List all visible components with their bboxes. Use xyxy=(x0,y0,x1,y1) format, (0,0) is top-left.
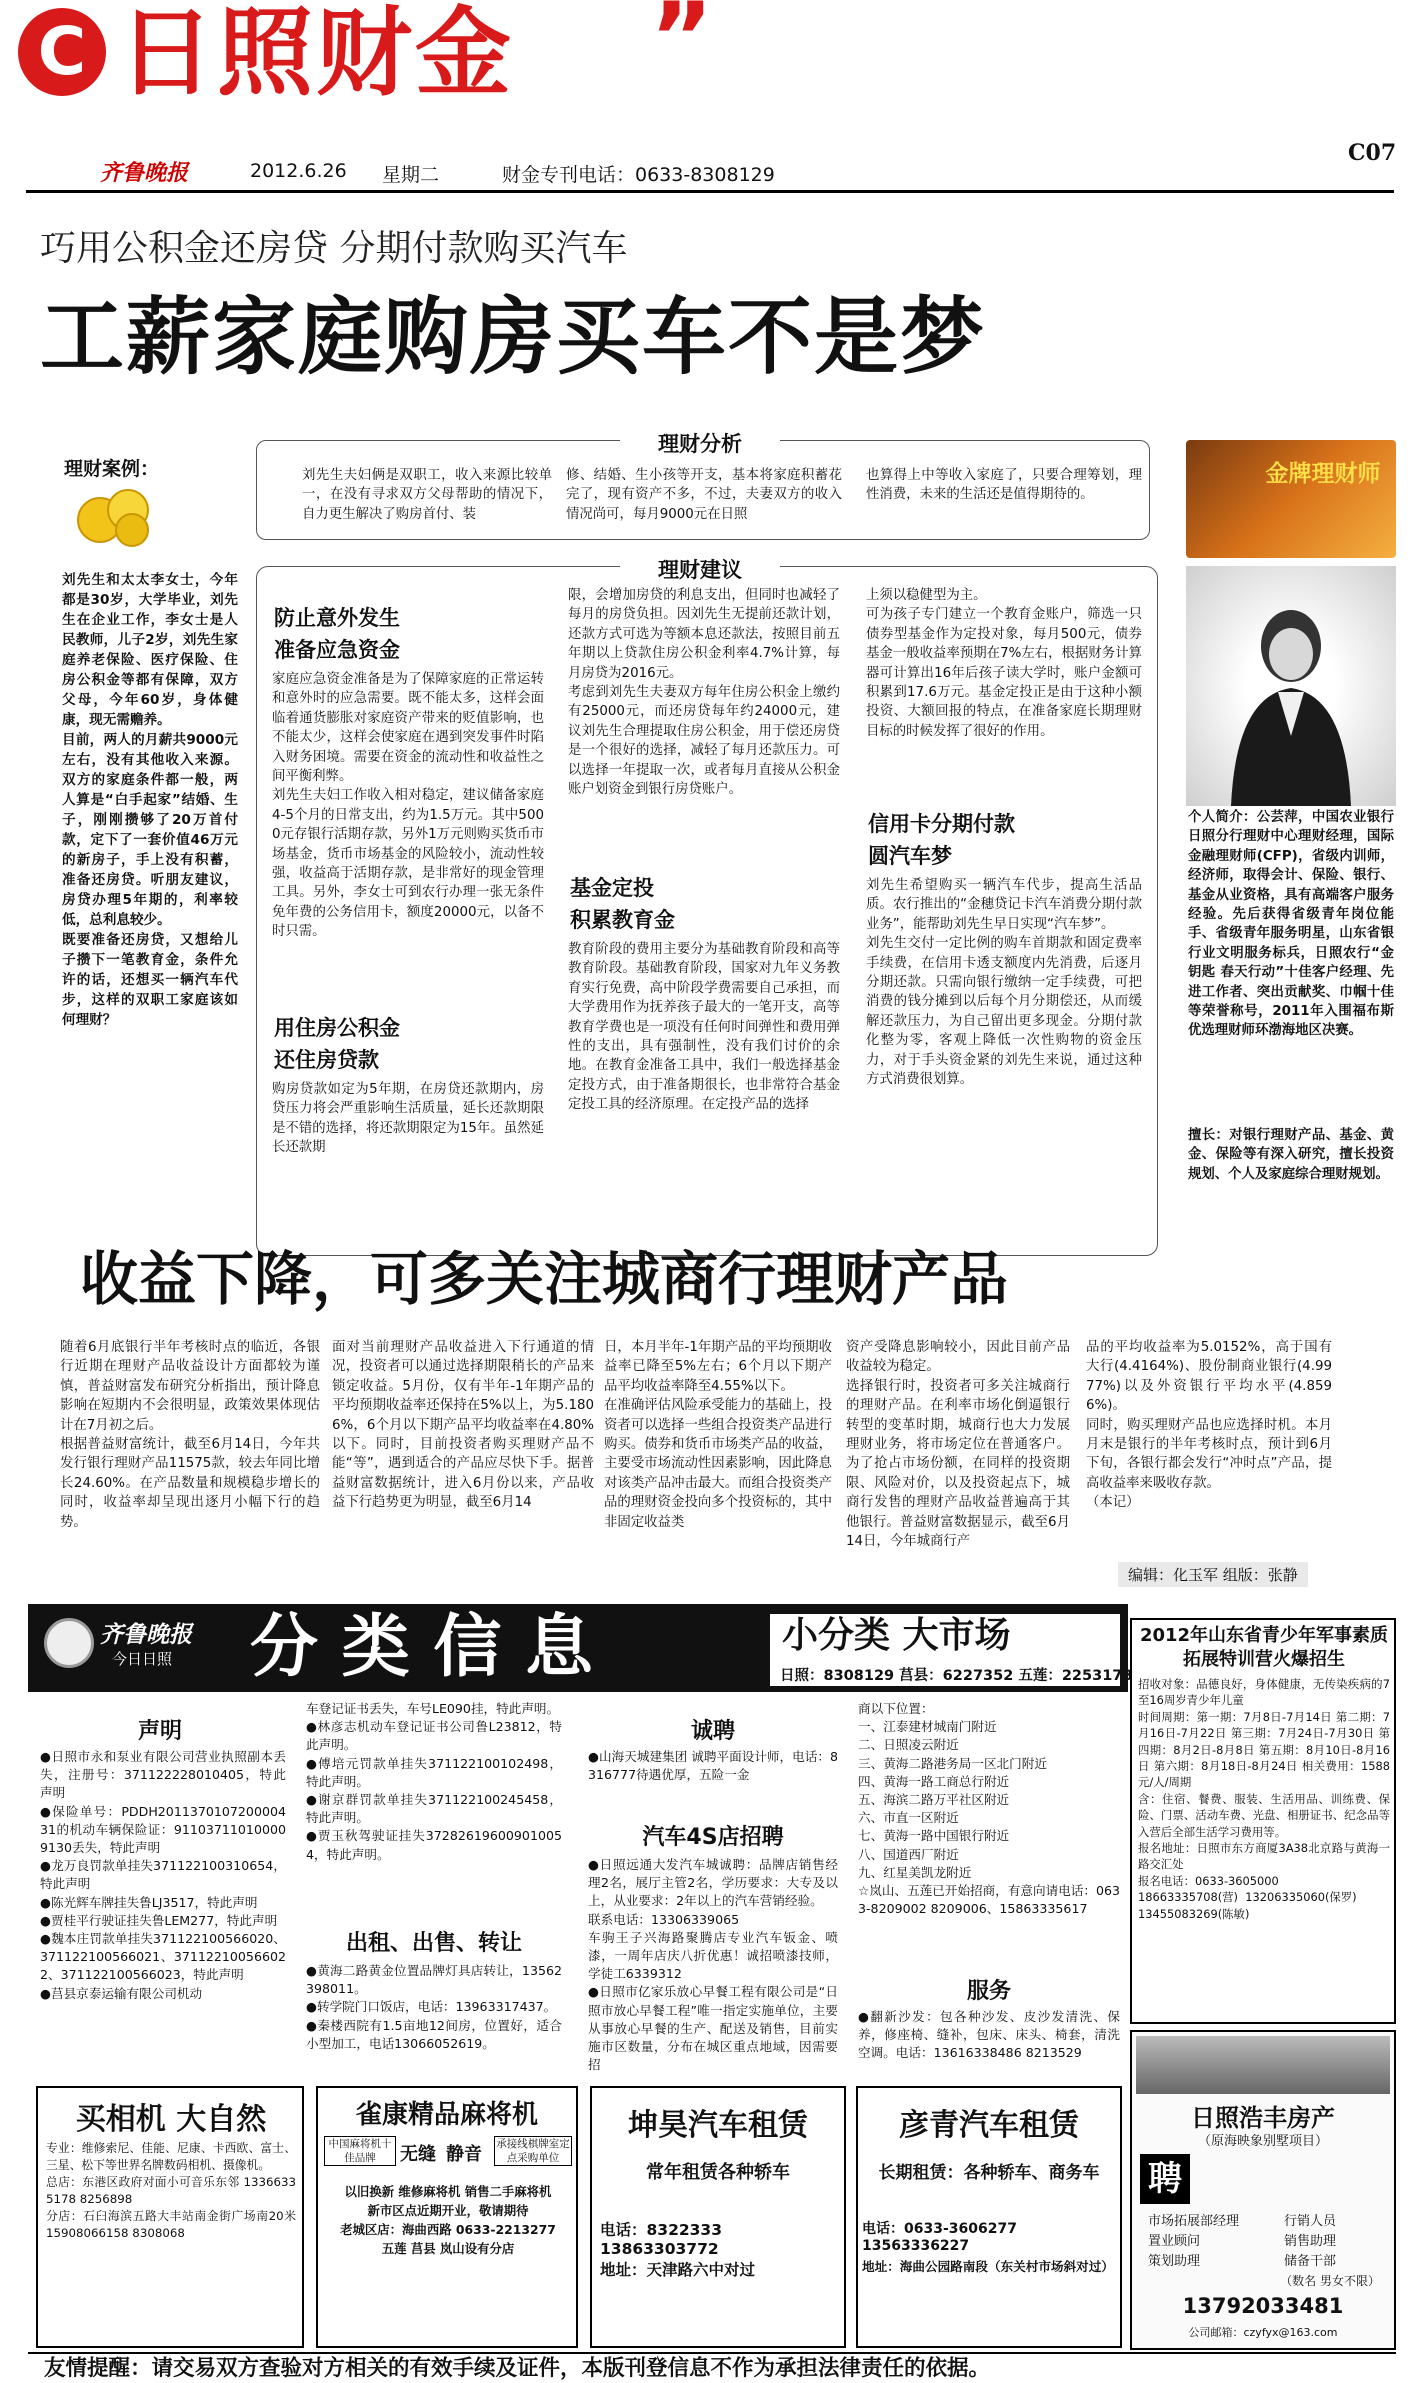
house-tel: 13792033481 xyxy=(1182,2294,1344,2318)
case-text: 刘先生和太太李女士，今年都是30岁，大学毕业，刘先生在企业工作，李女士是人民教师，儿子2岁，刘先生家庭养老保险、医疗保险、住房公积金等都有保障，双方父母，今年60岁，身体健康，现无需赡养。 目前，两人的月薪共9000元左右，没有其他收入来源。双方的家庭条件都一般，两人算是“白手起家”结婚、生子，刚刚攒够了20万首付款，定下了一套价值46万元的新房子，手上没有积蓄，准备还房贷。听朋友建议，房贷办理5年期的，利率较低，总利息较少。 既要准备还房贷，又想给儿子攒下一笔教育金，条件允许的话，还想买一辆汽车代步，这样的双职工家庭该如何理财？ xyxy=(62,572,238,1028)
building-image xyxy=(1136,2036,1390,2094)
ad-kunhao-title: 坤昊汽车租赁 xyxy=(628,2108,808,2143)
house-role-1: 市场拓展部经理 xyxy=(1148,2214,1240,2229)
quote-mark-icon: ” xyxy=(650,0,714,94)
article2-col-2: 面对当前理财产品收益进入下行通道的情况，投资者可以通过选择期限稍长的产品来锁定收益。5月份，仅有半年-1年期产品的平均预期收益率还保持在5%以上，为5.1806%，6个月以下期产品平均收益率在4.80%以下。同时，目前投资者购买理财产品不能“等”，遇到适合的产品应尽快下手。据普益财富数据统计，进入6月份以来，产品收益下行趋势更为明显，截至6月14 xyxy=(332,1340,594,1511)
col2-heading-1b: 积累教育金 xyxy=(570,908,675,932)
house-role-5: 策划助理 xyxy=(1148,2254,1201,2269)
ad-yanqing-title: 彦青汽车租赁 xyxy=(899,2108,1079,2143)
house-role-6: 储备干部 xyxy=(1284,2254,1337,2269)
camp-title: 2012年山东省青少年军事素质拓展特训营火爆招生 xyxy=(1139,1625,1389,1670)
ad-camera-text: 专业：维修索尼、佳能、尼康、卡西欧、富士、三星、松下等世界名牌数码相机、摄像机。 总店：东港区政府对面小可音乐东邻 13366335178 8256898 分店：石臼海滨五路大丰站南金街广场南20米 15908066158 8308068 xyxy=(46,2141,296,2240)
classified-title: 分 类 信 息 xyxy=(250,1608,594,1687)
article2-col-5: 品的平均收益率为5.0152%，高于国有大行(4.4164%)、股份制商业银行(4.9977%)以及外资银行平均水平(4.8596%)。 同时，购买理财产品也应选择时机。本月月末是银行的半年考核时点，预计到6月下旬，各银行都会发行“冲时点”产品，提高收益率来吸收存款。 （本记） xyxy=(1086,1340,1332,1511)
case-label: 理财案例： xyxy=(64,458,160,480)
ad-mahjong-tag-2: 无缝 xyxy=(400,2144,436,2165)
house-sub: （原海映象别墅项目） xyxy=(1197,2134,1328,2149)
col3-para-2: 刘先生希望购买一辆汽车代步，提高生活品质。农行推出的“金穗贷记卡汽车消费分期付款业务”，能帮助刘先生早日实现“汽车梦”。 刘先生交付一定比例的购车首期款和固定费率手续费，在信用卡透支额度内先消费，后逐月分期还款。只需向银行缴纳一定手续费，可把消费的钱分摊到以后每个月分期偿还，从而缓解还款压力，为自己留出更多现金。分期付款化整为零，客观上降低一次性购物的资金压力，对于手头资金紧的刘先生来说，通过这种方式消费很划算。 xyxy=(866,878,1142,1088)
car4s-text: ●日照远通大发汽车城诚聘：品牌店销售经理2名，展厅主管2名，学历要求：大专及以上，从业要求：2年以上的汽车营销经验。 联系电话：13306339065 车驹王子兴海路聚腾店专业汽车钣金、喷漆，一周年店庆八折优惠！诚招喷漆技师，学徒工6339312 ●日照市亿家乐放心早餐工程有限公司是“日照市放心早餐工程”唯一指定实施单位，主要从事放心早餐的生产、配送及销售，目前实施市区数量，分布在城区重点地域，因需要招 xyxy=(588,1857,838,2073)
house-role-2: 行销人员 xyxy=(1284,2214,1337,2229)
service-title: 服务 xyxy=(966,1979,1011,2004)
ad-mahjong-tag-3: 静音 xyxy=(446,2144,482,2165)
planner-bio: 个人简介：公芸萍，中国农业银行日照分行理财中心理财经理，国际金融理财师(CFP)，省级内训师，经济师，取得会计、保险、银行、基金从业资格，具有高端客户服务经验。先后获得省级青年岗位能手、省级青年服务明星，山东省银行业文明服务标兵，日照农行“金钥匙 春天行动”十佳客户经理、先进工作者、突出贡献奖、巾帼十佳等荣誉称号，2011年入围福布斯优选理财师环渤海地区决赛。 xyxy=(1188,810,1394,1039)
logo-c-icon: C xyxy=(18,8,106,96)
page-number: C07 xyxy=(1348,140,1397,166)
camp-text: 招收对象：品德良好，身体健康，无传染疾病的7至16周岁青少年儿童 时间周期：第一期：7月8日-7月14日 第二期：7月16日-7月22日 第三期：7月24日-7月30日 第四期：8月2日-8月8日 第五期：8月10日-8月16日 第六期：8月18日-8月24日 相关费用：1588元/人/周期 含：住宿、餐费、服装、生活用品、训练费、保险、门票、活动车费、光盘、相册证书、纪念品等入营后全部生活学习费用等。 报名地址：日照市东方商厦3A38北京路与黄海一路交汇处 报名电话：0633-3605000 18663335708(营) 13206335060(保罗) 13455083269(陈敏) xyxy=(1138,1677,1390,1921)
ad-yanqing-tel: 电话：0633-3606277 13563336227 xyxy=(862,2221,1017,2254)
sale-text: ●黄海二路黄金位置品牌灯具店转让，13562398011。 ●转学院门口饭店，电话：13963317437。 ●秦楼西院有1.5亩地12间房，位置好，适合小型加工，电话13066052619。 xyxy=(306,1963,562,2051)
classified-brand: 齐鲁晚报 xyxy=(100,1622,192,1648)
house-name: 日照浩丰房产 xyxy=(1191,2104,1335,2132)
feature-subtitle: 巧用公积金还房贷 分期付款购买汽车 xyxy=(40,228,628,269)
issue-date: 2012.6.26 xyxy=(250,160,347,182)
badge-text: 金牌理财师 xyxy=(1265,461,1381,487)
paper-name: 齐鲁晚报 xyxy=(100,161,189,186)
job-text: ●山海天城建集团 诚聘平面设计师，电话：8316777待遇优厚，五险一金 xyxy=(588,1749,838,1783)
col2-heading-1a: 基金定投 xyxy=(570,876,654,900)
classified-phones: 日照：8308129 莒县：6227352 五莲：2253178 xyxy=(780,1668,1133,1684)
hotline: 财金专刊电话：0633-8308129 xyxy=(502,164,775,186)
col1-heading-2b: 还住房贷款 xyxy=(274,1048,379,1072)
col3-heading-1a: 信用卡分期付款 xyxy=(868,812,1015,836)
ad-yanqing-addr: 地址：海曲公园路南段（东关村市场斜对过） xyxy=(862,2259,1114,2274)
hiring-badge: 聘 xyxy=(1140,2154,1190,2204)
house-email: 公司邮箱：czyfyx@163.com xyxy=(1188,2326,1338,2339)
analysis-title: 理财分析 xyxy=(620,428,780,458)
house-role-3: 置业顾问 xyxy=(1148,2234,1201,2249)
ad-kunhao-tel: 电话：8322333 13863303772 xyxy=(600,2221,722,2258)
planner-portrait xyxy=(1186,566,1396,806)
col2-para-2: 教育阶段的费用主要分为基础教育阶段和高等教育阶段。基础教育阶段，国家对九年义务教育实行免费，高中阶段学费需要自己承担，而大学费用作为抚养孩子最大的一笔开支，高等教育学费也是一项没有任何时间弹性和费用弹性的支出，具有强制性，没有我们讨价的余地。在教育金准备工具中，我们一般选择基金定投方式，由于准备期很长，也非常符合基金定投工具的经济原理。在定投产品的选择 xyxy=(568,942,840,1113)
ad-mahjong-tag-4: 承接线棋牌室定点采购单位 xyxy=(494,2136,572,2166)
house-note: （数名 男女不限） xyxy=(1280,2274,1380,2288)
locations-text: 商以下位置： 一、江泰建材城南门附近 二、日照凌云附近 三、黄海二路港务局一区北门附近 四、黄海一路工商总行附近 五、海滨二路万平社区附近 六、市直一区附近 七、黄海一路中国银行附近 八、国道西厂附近 九、红星美凯龙附近 ☆岚山、五莲已开始招商，有意向请电话：0633-8209002 8209006、15863335617 xyxy=(858,1701,1121,1917)
col3-para-1: 上须以稳健型为主。 可为孩子专门建立一个教育金账户，筛选一只债券型基金作为定投对象，每月500元，债券基金一般收益率预期在7%左右，根据财务计算器可计算出16年后孩子读大学时，账户金额可积累到17.6万元。基金定投正是由于这种小额投资、大额回报的特点，在准备家庭长期理财目标的时候发挥了很好的作用。 xyxy=(866,588,1142,739)
ad-mahjong-text: 以旧换新 维修麻将机 销售二手麻将机 新市区点近期开业，敬请期待 老城区店：海曲西路 0633-2213277 五莲 莒县 岚山设有分店 xyxy=(340,2184,556,2256)
col3-heading-1b: 圆汽车梦 xyxy=(868,844,952,868)
analysis-col-2: 修、结婚、生小孩等开支，基本将家庭积蓄花完了，现有资产不多，不过，夫妻双方的收入情况尚可，每月9000元在日照 xyxy=(566,468,842,522)
article2-headline: 收益下降，可多关注城商行理财产品 xyxy=(80,1245,1009,1313)
decl-title: 声明 xyxy=(137,1719,182,1744)
ad-camera-title: 买相机 大自然 xyxy=(75,2102,267,2137)
col1-heading-1b: 准备应急资金 xyxy=(274,638,400,662)
decl-col-1: ●日照市永和泵业有限公司营业执照副本丢失，注册号：371122228010405，特此声明 ●保险单号：PDDH201137010720000431的机动车辆保险证：91103711010000913​0丢失，特此声明 ●龙万良罚款单挂失371122100310654，特此声明 ●陈光辉车牌挂失鲁LJ3517，特此声明 ●贾桂平行驶证挂失鲁LEM277，特此声明 ●魏本庄罚款单挂失371122100566020、371122100566021、371122100566022、371122100566023，特此声明 ●莒县京泰运输有限公司机动 xyxy=(40,1749,286,2001)
brand-logo-icon xyxy=(44,1618,94,1668)
col1-heading-2a: 用住房公积金 xyxy=(274,1016,400,1040)
masthead-rule xyxy=(26,190,1394,193)
col1-heading-1a: 防止意外发生 xyxy=(274,606,400,630)
advice-title: 理财建议 xyxy=(620,554,780,584)
planner-specialty: 擅长：对银行理财产品、基金、黄金、保险等有深入研究，擅长投资规划、个人及家庭综合理财规划。 xyxy=(1188,1128,1394,1182)
house-role-4: 销售助理 xyxy=(1284,2234,1337,2249)
col2-para-1: 限，会增加房贷的利息支出，但同时也减轻了每月的房贷负担。因刘先生无提前还款计划，还款方式可选为等额本息还款法，按照目前五年期以上贷款住房公积金利率4.7%计算，每月房贷为2016元。 考虑到刘先生夫妻双方每年住房公积金上缴约有25000元，而还房贷每年约24000元，建议刘先生合理提取住房公积金，用于偿还房贷是一个很好的选择，减轻了每月还款压力。可以选择一年提取一次，或者每月直接从公积金账户划资金到银行房贷账户。 xyxy=(568,588,840,798)
article2-col-1: 随着6月底银行半年考核时点的临近，各银行近期在理财产品收益设计方面都较为谨慎，普益财富发布研究分析指出，预计降息影响在短期内不会很明显，政策效果体现估计在7月初之后。 根据普益财富统计，截至6月14日，今年共发行银行理财产品11575款，较去年同比增长24.60%。在产品数量和规模稳步增长的同时，收益率却呈现出逐月小幅下行的趋势。 xyxy=(60,1340,320,1530)
issue-weekday: 星期二 xyxy=(382,164,440,186)
col1-para-1: 家庭应急资金准备是为了保障家庭的正常运转和意外时的应急需要。既不能太多，这样会面临着通货膨胀对家庭资产带来的贬值影响，也不能太少，这样会使家庭在遇到突发事件时陷入财务困境。需要在资金的流动性和收益性之间平衡利弊。 刘先生夫妇工作收入相对稳定，建议储备家庭4-5个月的日常支出，约为1.5万元。其中5000元存银行活期存款，另外1万元则购买货币市场基金，货币市场基金的风险较小，流动性较强，收益高于活期存款，是非常好的现金管理工具。另外，李女士可到农行办理一张无条件免年费的公务信用卡，额度20000元，以备不时只需。 xyxy=(272,672,544,940)
analysis-col-3: 也算得上中等收入家庭了，只要合理筹划，理性消费，未来的生活还是值得期待的。 xyxy=(866,468,1142,503)
coins-icon xyxy=(72,486,160,550)
ad-yanqing-slogan: 长期租赁：各种轿车、商务车 xyxy=(878,2163,1100,2183)
article2-col-4: 资产受降息影响较小，因此目前产品收益较为稳定。 选择银行时，投资者可多关注城商行的理财产品。在利率市场化倒逼银行转型的变革时期，城商行也大力发展理财业务，将市场定位在普通客户。为了抢占市场份额，在同样的投资期限、风险对价，以及投资起点下，城商行发售的理财产品收益普遍高于其他银行。普益财富数据显示，截至6月14日，今年城商行产 xyxy=(846,1340,1070,1550)
feature-headline: 工薪家庭购房买车不是梦 xyxy=(40,288,987,386)
classified-brand-sub: 今日日照 xyxy=(112,1650,173,1668)
article2-col-3: 日，本月半年-1年期产品的平均预期收益率已降至5%左右；6个月以下期产品平均收益率降至4.55%以下。 在准确评估风险承受能力的基础上，投资者可以选择一些组合投资类产品进行购买。债券和货币市场类产品的收益，主要受市场流动性因素影响，因此降息对该类产品冲击最大。而组合投资类产品的理财资金投向多个投资标的，其中非固定收益类 xyxy=(604,1340,832,1530)
footer-rule xyxy=(28,2352,1396,2354)
job-title: 诚聘 xyxy=(690,1719,735,1744)
footer-notice: 友情提醒：请交易双方查验对方相关的有效手续及证件，本版刊登信息不作为承担法律责任的依据。 xyxy=(44,2356,991,2381)
service-text: ●翻新沙发：包各种沙发、皮沙发清洗、保养，修座椅、缝补，包床、床头、椅套，清洗空调。电话：13616338486 8213529 xyxy=(858,2009,1120,2061)
col1-para-2: 购房贷款如定为5年期，在房贷还款期内，房贷压力将会严重影响生活质量，延长还款期限是不错的选择，将还款期限定为15年。虽然延长还款期 xyxy=(272,1082,544,1156)
classified-slogan: 小分类 大市场 xyxy=(782,1615,1011,1656)
analysis-col-1: 刘先生夫妇俩是双职工，收入来源比较单一，在没有寻求双方父母帮助的情况下，自力更生解决了购房首付、装 xyxy=(302,468,552,522)
ad-mahjong-title: 雀康精品麻将机 xyxy=(355,2100,538,2130)
masthead-title: 日照财金 xyxy=(118,0,514,109)
ad-mahjong-tag-1: 中国麻将机十佳品牌 xyxy=(324,2136,396,2166)
decl-col-2: 车登记证书丢失，车号LE090挂，特此声明。 ●林彦志机动车登记证书公司鲁L23812，特此声明。 ●傅培元罚款单挂失371122100102498，特此声明。 ●谢京群罚款单挂失371122100245458，特此声明。 ●贾玉秋驾驶证挂失372826196009010054，特此声明。 xyxy=(306,1701,562,1862)
editor-credit: 编辑：化玉军 组版：张静 xyxy=(1118,1562,1308,1587)
ad-kunhao-slogan: 常年租赁各种轿车 xyxy=(646,2162,790,2183)
ad-kunhao-addr: 地址：天津路六中对过 xyxy=(600,2261,756,2279)
sale-title: 出租、出售、转让 xyxy=(345,1931,522,1956)
car4s-title: 汽车4S店招聘 xyxy=(642,1825,784,1850)
